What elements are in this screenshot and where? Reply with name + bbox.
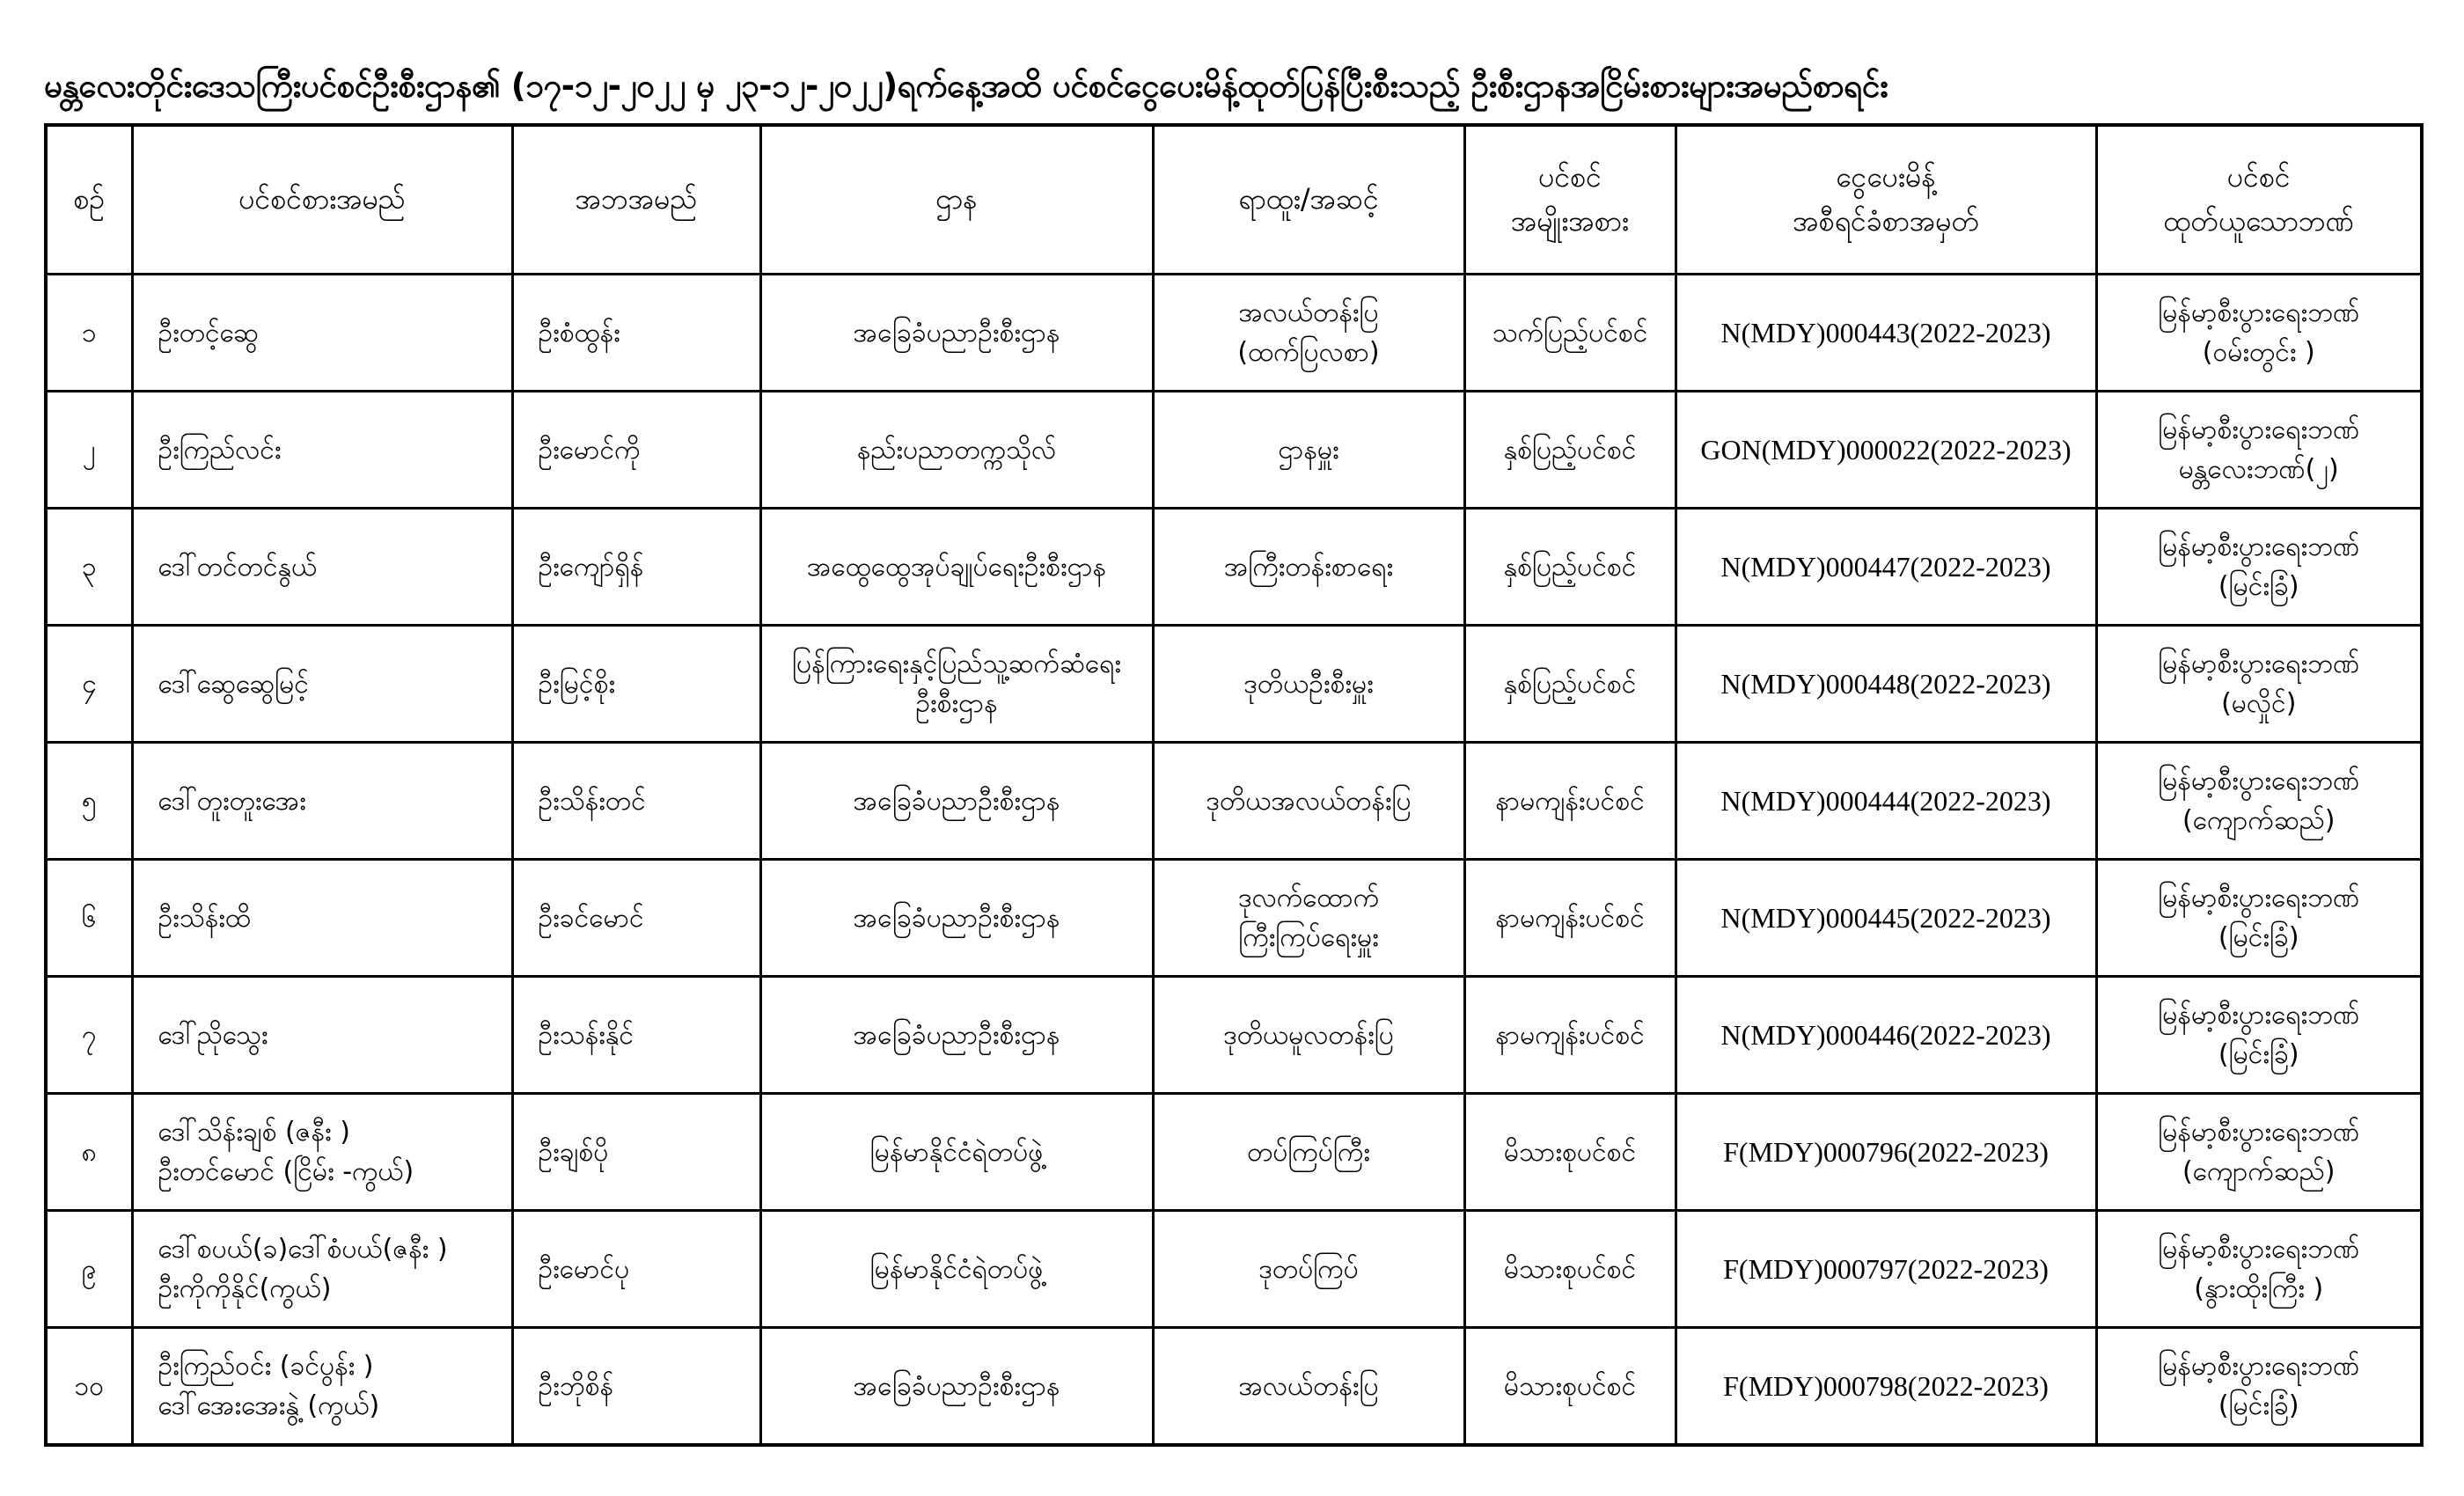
cell-pension-type: နာမကျန်းပင်စင်	[1464, 743, 1676, 860]
cell-pensioner-name-line: ဦးကြည်လင်း	[158, 434, 282, 466]
cell-pensioner-name-line: ဦးတင်မောင် (ငြိမ်း -ကွယ်)	[158, 1156, 414, 1187]
cell-pension-type: နှစ်ပြည့်ပင်စင်	[1464, 392, 1676, 509]
cell-pensioner-name	[132, 743, 512, 860]
header-order-number	[1676, 125, 2096, 275]
cell-order-number: N(MDY)000448(2022-2023)	[1676, 626, 2096, 743]
cell-department-line: အထွေထွေအုပ်ချုပ်ရေးဦးစီးဌာန	[806, 551, 1107, 583]
header-pensioner-name	[132, 125, 512, 275]
cell-pensioner-name	[132, 1328, 512, 1446]
cell-department	[760, 392, 1153, 509]
cell-father-name: ဦးဘိုစိန်	[512, 1328, 760, 1446]
cell-bank-line: (မလှိုင်)	[2221, 688, 2297, 719]
cell-bank	[2096, 392, 2422, 509]
cell-department	[760, 1094, 1153, 1211]
cell-pensioner-name-line: ဒေါ်အေးအေးနွဲ့ (ကွယ်)	[158, 1390, 380, 1421]
cell-department	[760, 977, 1153, 1094]
cell-bank-line: (ကျောက်ဆည်)	[2182, 1156, 2336, 1187]
cell-order-number: GON(MDY)000022(2022-2023)	[1676, 392, 2096, 509]
cell-pensioner-name-line: ဦးကြည်ဝင်း (ခင်ပွန်း )	[158, 1351, 374, 1382]
cell-no: ၃	[46, 509, 132, 626]
cell-bank	[2096, 860, 2422, 977]
table-row	[46, 743, 2422, 860]
header-line: ထုတ်ယူသောဘဏ်	[2163, 204, 2354, 238]
header-position	[1153, 125, 1464, 275]
cell-bank-line: မြန်မာ့စီးပွားရေးဘဏ်	[2158, 1000, 2360, 1030]
cell-bank-line: (ဝမ်းတွင်း )	[2202, 337, 2315, 368]
cell-bank-line: မန္တလေးဘဏ်(၂)	[2178, 454, 2339, 485]
cell-bank-line: မြန်မာ့စီးပွားရေးဘဏ်	[2158, 414, 2360, 445]
cell-department-line: မြန်မာနိုင်ငံရဲတပ်ဖွဲ့	[869, 1253, 1044, 1285]
cell-bank-line: (မြင်းခြံ)	[2218, 922, 2299, 953]
cell-pension-type: နာမကျန်းပင်စင်	[1464, 977, 1676, 1094]
cell-father-name: ဦးမောင်ကို	[512, 392, 760, 509]
cell-position-line: ဒုတိယမူလတန်းပြ	[1223, 1019, 1394, 1051]
cell-bank	[2096, 1328, 2422, 1446]
cell-pensioner-name-line: ဒေါ်စပယ်(ခ)ဒေါ်စံပယ်(ဇနီး )	[158, 1234, 448, 1265]
cell-pensioner-name-line: ဒေါ်သိန်းချစ် (ဇနီး )	[158, 1117, 350, 1148]
table-row	[46, 275, 2422, 392]
pension-table	[44, 123, 2424, 1447]
cell-bank-line: (မြင်းခြံ)	[2218, 1390, 2299, 1421]
cell-position-line: ဒုတပ်ကြပ်	[1258, 1253, 1359, 1285]
cell-position	[1153, 860, 1464, 977]
header-line: အဘအမည်	[575, 182, 698, 216]
cell-bank-line: မြန်မာ့စီးပွားရေးဘဏ်	[2158, 297, 2360, 328]
cell-bank-line: မြန်မာ့စီးပွားရေးဘဏ်	[2158, 1234, 2360, 1265]
cell-bank	[2096, 275, 2422, 392]
cell-department	[760, 860, 1153, 977]
cell-order-number: N(MDY)000445(2022-2023)	[1676, 860, 2096, 977]
cell-father-name: ဦးမောင်ပု	[512, 1211, 760, 1328]
table-row	[46, 1328, 2422, 1446]
cell-father-name: ဦးချစ်ပို	[512, 1094, 760, 1211]
cell-pension-type: မိသားစုပင်စင်	[1464, 1094, 1676, 1211]
cell-bank-line: မြန်မာ့စီးပွားရေးဘဏ်	[2158, 883, 2360, 913]
cell-department	[760, 275, 1153, 392]
cell-pensioner-name-line: ဒေါ်တူးတူးအေး	[158, 785, 306, 817]
cell-pensioner-name-line: ဦးတင့်ဆွေ	[158, 317, 259, 348]
cell-bank-line: မြန်မာ့စီးပွားရေးဘဏ်	[2158, 649, 2360, 679]
cell-department-line: အခြေခံပညာဦးစီးဌာန	[853, 785, 1060, 817]
table-row	[46, 977, 2422, 1094]
cell-position	[1153, 275, 1464, 392]
cell-pension-type: သက်ပြည့်ပင်စင်	[1464, 275, 1676, 392]
cell-position	[1153, 509, 1464, 626]
cell-order-number: N(MDY)000444(2022-2023)	[1676, 743, 2096, 860]
cell-bank-line: မြန်မာ့စီးပွားရေးဘဏ်	[2158, 766, 2360, 796]
cell-position-line: ဌာနမှူး	[1278, 434, 1339, 466]
cell-no: ၈	[46, 1094, 132, 1211]
table-row	[46, 392, 2422, 509]
cell-bank-line: (ကျောက်ဆည်)	[2182, 805, 2336, 836]
header-no	[46, 125, 132, 275]
cell-bank-line: မြန်မာ့စီးပွားရေးဘဏ်	[2158, 1351, 2360, 1382]
cell-bank	[2096, 1211, 2422, 1328]
cell-no: ၂	[46, 392, 132, 509]
cell-position-line: ကြီးကြပ်ရေးမှူး	[1238, 922, 1379, 953]
header-line: အစီရင်ခံစာအမှတ်	[1793, 204, 1979, 238]
cell-position-line: အလယ်တန်းပြ	[1238, 297, 1379, 328]
cell-position	[1153, 1328, 1464, 1446]
cell-bank-line: (မြင်းခြံ)	[2218, 571, 2299, 602]
cell-no: ၆	[46, 860, 132, 977]
cell-father-name: ဦးမြင့်စိုး	[512, 626, 760, 743]
cell-order-number: F(MDY)000797(2022-2023)	[1676, 1211, 2096, 1328]
cell-position-line: တပ်ကြပ်ကြီး	[1247, 1136, 1370, 1168]
cell-no: ၄	[46, 626, 132, 743]
cell-department-line: အခြေခံပညာဦးစီးဌာန	[853, 1370, 1060, 1402]
cell-pensioner-name	[132, 392, 512, 509]
cell-order-number: F(MDY)000798(2022-2023)	[1676, 1328, 2096, 1446]
cell-pensioner-name	[132, 1211, 512, 1328]
cell-pension-type: နှစ်ပြည့်ပင်စင်	[1464, 626, 1676, 743]
table-row	[46, 860, 2422, 977]
cell-order-number: N(MDY)000446(2022-2023)	[1676, 977, 2096, 1094]
cell-pensioner-name-line: ဒေါ်ဆွေဆွေမြင့်	[158, 668, 309, 700]
cell-pension-type: နှစ်ပြည့်ပင်စင်	[1464, 509, 1676, 626]
cell-father-name: ဦးကျော်ရှိန်	[512, 509, 760, 626]
header-line: ပင်စင်စားအမည်	[238, 182, 406, 216]
cell-department	[760, 1328, 1153, 1446]
header-pension-type	[1464, 125, 1676, 275]
table-header-row	[46, 125, 2422, 275]
cell-pension-type: မိသားစုပင်စင်	[1464, 1328, 1676, 1446]
table-row	[46, 1094, 2422, 1211]
cell-pensioner-name-line: ဦးသိန်းထိ	[158, 902, 251, 934]
cell-pensioner-name	[132, 509, 512, 626]
cell-no: ၉	[46, 1211, 132, 1328]
cell-department-line: ဦးစီးဌာန	[915, 688, 998, 719]
header-line: စဉ်	[73, 182, 106, 216]
cell-pensioner-name	[132, 860, 512, 977]
cell-pension-type: မိသားစုပင်စင်	[1464, 1211, 1676, 1328]
cell-position-line: ဒုတိယအလယ်တန်းပြ	[1206, 785, 1412, 817]
cell-bank-line: (နွားထိုးကြီး )	[2194, 1273, 2324, 1304]
cell-department-line: ပြန်ကြားရေးနှင့်ပြည်သူ့ဆက်ဆံရေး	[792, 649, 1121, 679]
cell-position-line: အလယ်တန်းပြ	[1238, 1370, 1379, 1402]
cell-father-name: ဦးခင်မောင်	[512, 860, 760, 977]
table-row	[46, 626, 2422, 743]
cell-pensioner-name-line: ဒေါ်တင်တင်နွယ်	[158, 551, 318, 583]
cell-pension-type: နာမကျန်းပင်စင်	[1464, 860, 1676, 977]
cell-father-name: ဦးသန်းနိုင်	[512, 977, 760, 1094]
cell-position	[1153, 743, 1464, 860]
cell-father-name: ဦးစံထွန်း	[512, 275, 760, 392]
cell-position-line: (ထက်ပြလစာ)	[1237, 337, 1380, 368]
cell-bank	[2096, 509, 2422, 626]
cell-bank-line: (မြင်းခြံ)	[2218, 1039, 2299, 1070]
header-department	[760, 125, 1153, 275]
cell-department-line: နည်းပညာတက္ကသိုလ်	[856, 434, 1057, 466]
cell-department	[760, 1211, 1153, 1328]
cell-bank	[2096, 626, 2422, 743]
table-body	[46, 275, 2422, 1446]
cell-position	[1153, 1094, 1464, 1211]
cell-no: ၁	[46, 275, 132, 392]
cell-bank	[2096, 743, 2422, 860]
cell-pensioner-name	[132, 1094, 512, 1211]
cell-position	[1153, 1211, 1464, 1328]
cell-position-line: ဒုတိယဦးစီးမှူး	[1243, 668, 1374, 700]
cell-pensioner-name	[132, 275, 512, 392]
cell-department	[760, 743, 1153, 860]
cell-no: ၅	[46, 743, 132, 860]
cell-department	[760, 509, 1153, 626]
header-line: ပင်စင်	[2226, 160, 2291, 194]
cell-position-line: ဒုလက်ထောက်	[1237, 883, 1380, 913]
cell-pensioner-name	[132, 626, 512, 743]
header-father-name	[512, 125, 760, 275]
cell-pensioner-name-line: ဦးကိုကိုနိုင်(ကွယ်)	[158, 1273, 332, 1304]
cell-department-line: မြန်မာနိုင်ငံရဲတပ်ဖွဲ့	[869, 1136, 1044, 1168]
cell-bank	[2096, 977, 2422, 1094]
cell-bank-line: မြန်မာ့စီးပွားရေးဘဏ်	[2158, 532, 2360, 562]
cell-order-number: N(MDY)000447(2022-2023)	[1676, 509, 2096, 626]
header-line: ပင်စင်	[1538, 160, 1602, 194]
cell-order-number: N(MDY)000443(2022-2023)	[1676, 275, 2096, 392]
cell-order-number: F(MDY)000796(2022-2023)	[1676, 1094, 2096, 1211]
cell-department	[760, 626, 1153, 743]
cell-position-line: အကြီးတန်းစာရေး	[1223, 551, 1394, 583]
cell-pensioner-name-line: ဒေါ်ညိုသွေး	[158, 1019, 268, 1051]
header-line: ဌာန	[935, 182, 978, 216]
cell-position	[1153, 392, 1464, 509]
header-line: အမျိုးအစား	[1510, 204, 1630, 238]
cell-pensioner-name	[132, 977, 512, 1094]
cell-position	[1153, 626, 1464, 743]
cell-father-name: ဦးသိန်းတင်	[512, 743, 760, 860]
header-line: ရာထူး/အဆင့်	[1238, 182, 1379, 216]
cell-no: ၁၀	[46, 1328, 132, 1446]
document-title: မန္တလေးတိုင်းဒေသကြီးပင်စင်ဦးစီးဌာန၏ (၁၇-၁၂-၂၀၂၂ မှ ၂၃-၁၂-၂၀၂၂)ရက်နေ့အထိ ပင်စင်ငွေပေးမိန့်ထုတ်ပြန်ပြီးစီးသည့် ဦးစီးဌာနအငြိမ်းစားများအမည်စာရင်း	[44, 67, 1888, 105]
cell-bank-line: မြန်မာ့စီးပွားရေးဘဏ်	[2158, 1117, 2360, 1148]
cell-bank	[2096, 1094, 2422, 1211]
cell-no: ၇	[46, 977, 132, 1094]
header-line: ငွေပေးမိန့်	[1836, 160, 1936, 194]
table-row	[46, 1211, 2422, 1328]
cell-department-line: အခြေခံပညာဦးစီးဌာန	[853, 1019, 1060, 1051]
cell-department-line: အခြေခံပညာဦးစီးဌာန	[853, 317, 1060, 348]
cell-department-line: အခြေခံပညာဦးစီးဌာန	[853, 902, 1060, 934]
cell-position	[1153, 977, 1464, 1094]
table-row	[46, 509, 2422, 626]
header-bank	[2096, 125, 2422, 275]
